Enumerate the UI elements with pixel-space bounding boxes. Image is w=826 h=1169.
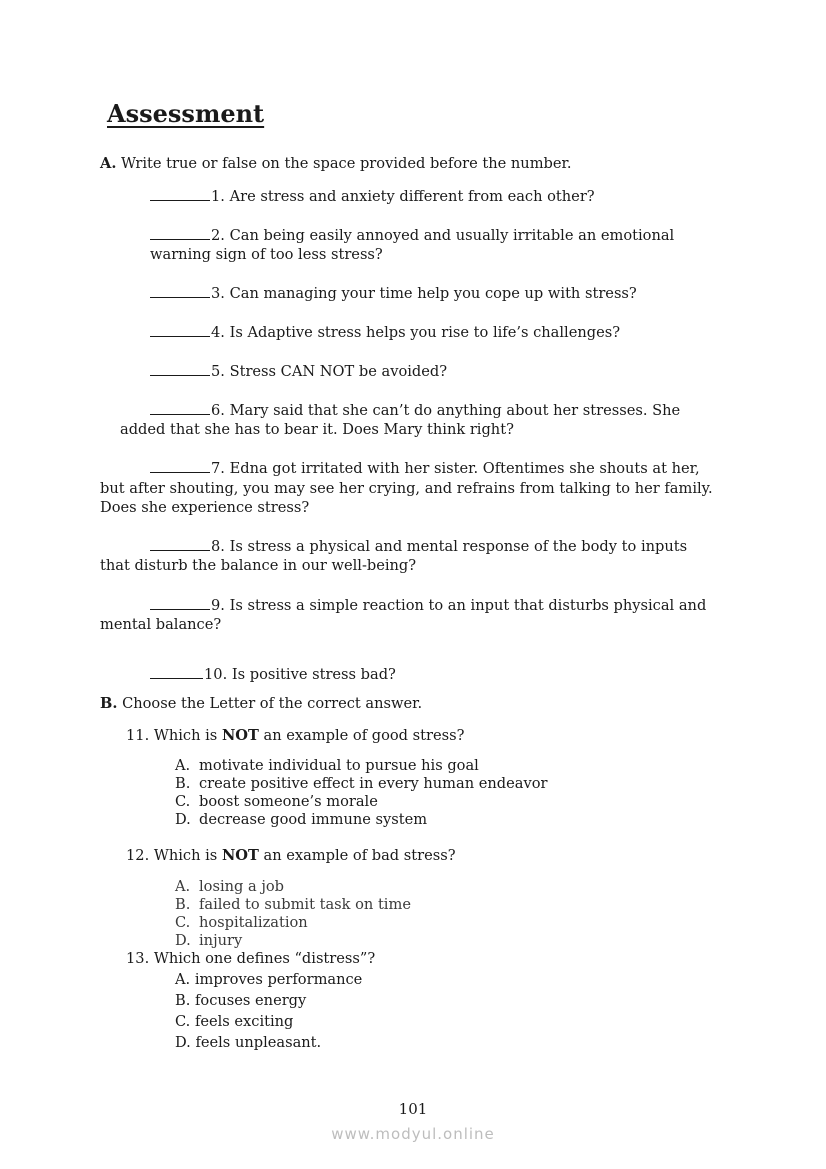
question-text: Is stress a simple reaction to an input that disturbs physical and [229,597,707,614]
question-text: Is positive stress bad? [231,666,396,683]
option-text: feels unpleasant. [195,1034,322,1051]
question-text: Mary said that she can’t do anything about her stresses. She [229,402,681,419]
option-text: boost someone’s morale [199,793,378,810]
option-text: create positive effect in every human endeavor [199,775,548,792]
question-12 [126,846,456,866]
question-6 [150,401,680,421]
question-6-cont: added that she has to bear it. Does Mary think right? [120,421,514,438]
option-letter: D. [175,932,191,949]
question-number: 12. [126,847,150,864]
question-text: Is stress a physical and mental response of the body to inputs [229,538,688,555]
question-text: Edna got irritated with her sister. Oftentimes she shouts at her, [229,460,700,477]
option-text: improves performance [194,971,363,988]
part-b-label: B. [100,695,118,712]
option-text: decrease good immune system [199,811,428,828]
question-7 [150,459,700,479]
question-number: 9. [211,597,225,614]
question-number: 2. [211,227,225,244]
question-9-cont: mental balance? [100,616,222,633]
question-7-cont: but after shouting, you may see her crying, and refrains from talking to her family. [100,480,713,497]
question-text: Can being easily annoyed and usually irritable an emotional [229,227,675,244]
question-2 [150,226,674,246]
question-text: Which is [153,727,218,744]
option-letter: C. [175,793,191,810]
option-13a[interactable] [175,970,362,990]
part-b-instruction [100,694,422,714]
page-number: 101 [398,1100,428,1118]
option-12b[interactable] [175,896,411,914]
option-11a[interactable] [175,757,479,775]
option-letter: C. [175,914,191,931]
question-7-cont2: Does she experience stress? [100,499,310,516]
question-8 [150,537,687,557]
question-number: 6. [211,402,225,419]
option-12a[interactable] [175,878,284,896]
option-13d[interactable] [175,1033,321,1053]
answer-blank[interactable] [150,549,210,551]
page-title: Assessment [107,99,265,128]
part-a-instruction [100,154,572,174]
question-text: an example of bad stress? [263,847,456,864]
option-letter: D. [175,811,191,828]
option-text: losing a job [199,878,284,895]
option-12d[interactable] [175,932,242,950]
answer-blank[interactable] [150,296,210,298]
option-11b[interactable] [175,775,547,793]
answer-blank[interactable] [150,608,210,610]
question-4 [150,323,620,343]
part-a-label: A. [100,155,117,172]
question-1 [150,187,595,207]
part-b-instruction-text: Choose the Letter of the correct answer. [122,695,423,712]
option-13c[interactable] [175,1012,293,1032]
option-letter: A. [175,971,191,988]
option-text: feels exciting [194,1013,294,1030]
question-8-cont: that disturb the balance in our well-being? [100,557,417,574]
option-text: focuses energy [195,992,307,1009]
option-letter: A. [175,757,191,774]
option-letter: C. [175,1013,191,1030]
question-text: Which one defines “distress”? [153,950,376,967]
option-text: hospitalization [199,914,308,931]
question-10 [150,665,396,685]
question-13 [126,949,375,969]
answer-blank[interactable] [150,199,210,201]
question-number: 10. [204,666,228,683]
option-letter: B. [175,896,191,913]
answer-blank[interactable] [150,677,203,679]
question-5 [150,362,447,382]
watermark: www.modyul.online [331,1125,495,1143]
answer-blank[interactable] [150,238,210,240]
option-letter: B. [175,992,191,1009]
question-number: 3. [211,285,225,302]
question-text: Which is [153,847,218,864]
question-text: Are stress and anxiety different from each other? [229,188,595,205]
question-text: Stress CAN NOT be avoided? [229,363,448,380]
option-11c[interactable] [175,793,378,811]
question-number: 8. [211,538,225,555]
question-number: 11. [126,727,150,744]
option-text: motivate individual to pursue his goal [199,757,479,774]
option-letter: B. [175,775,191,792]
question-text: an example of good stress? [263,727,465,744]
question-emphasis: NOT [221,727,259,744]
question-number: 1. [211,188,225,205]
answer-blank[interactable] [150,374,210,376]
answer-blank[interactable] [150,471,210,473]
question-number: 5. [211,363,225,380]
option-12c[interactable] [175,914,308,932]
question-9 [150,596,706,616]
option-letter: D. [175,1034,191,1051]
question-text: Is Adaptive stress helps you rise to life’s challenges? [229,324,621,341]
answer-blank[interactable] [150,413,210,415]
option-text: failed to submit task on time [199,896,411,913]
question-3 [150,284,637,304]
question-2-cont: warning sign of too less stress? [150,246,383,263]
question-emphasis: NOT [221,847,259,864]
part-a-instruction-text: Write true or false on the space provided before the number. [121,155,572,172]
question-number: 4. [211,324,225,341]
answer-blank[interactable] [150,335,210,337]
option-text: injury [199,932,243,949]
question-number: 13. [126,950,150,967]
option-letter: A. [175,878,191,895]
question-text: Can managing your time help you cope up with stress? [229,285,637,302]
option-13b[interactable] [175,991,306,1011]
option-11d[interactable] [175,811,427,829]
question-number: 7. [211,460,225,477]
question-11 [126,726,464,746]
